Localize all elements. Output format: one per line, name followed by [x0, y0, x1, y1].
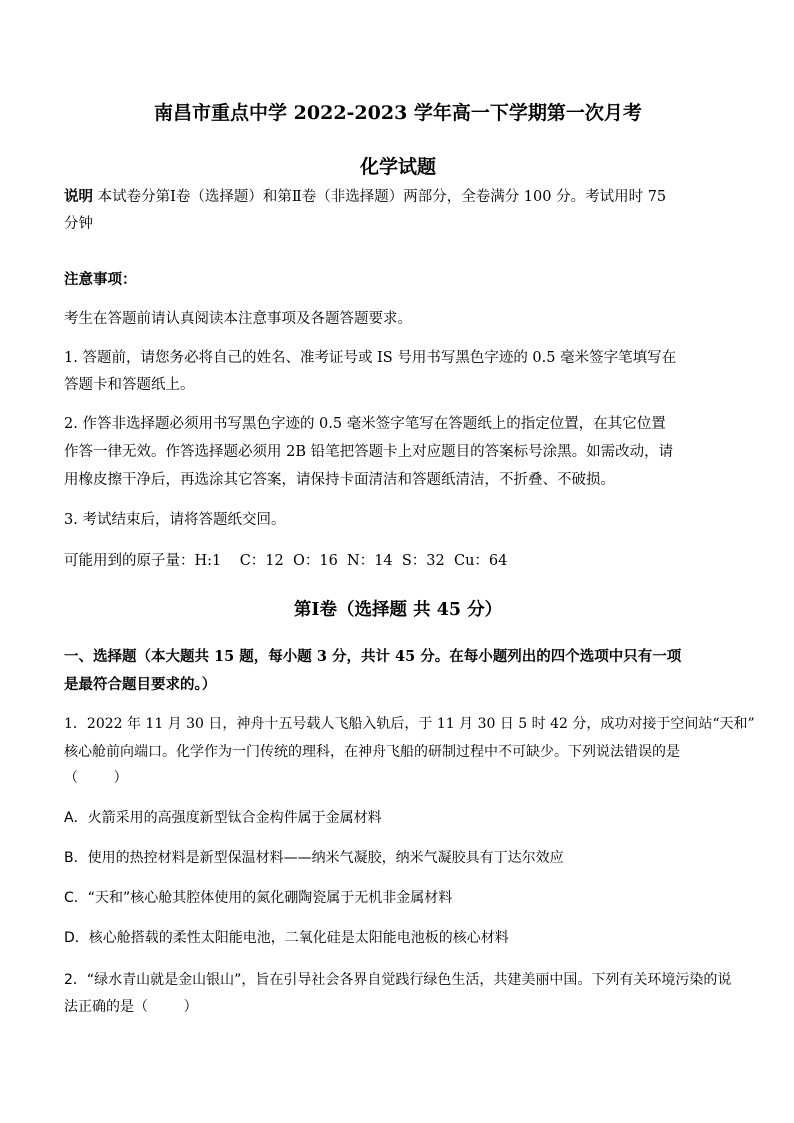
question-1-stem: 1．2022 年 11 月 30 日，神舟十五号载人飞船入轨后，于 11 月 30 日 5 时 42 分，成功对接于空间站“天和” — [64, 716, 755, 732]
note-text-line2: 分钟 — [64, 216, 93, 232]
attention-item-1: 1. 答题前，请您务必将自己的姓名、准考证号或 IS 号用书写黑色字迹的 0.5 毫米签字笔填写在 — [64, 350, 677, 366]
question-2-stem: 2．“绿水青山就是金山银山”，旨在引导社会各界自觉践行绿色生活，共建美丽中国。下列有关环境污染的说 — [64, 972, 732, 988]
attention-item-2: 2. 作答非选择题必须用书写黑色字迹的 0.5 毫米签字笔写在答题纸上的指定位置，在其它位置 — [64, 416, 666, 432]
part-heading-cont: 是最符合题目要求的。） — [64, 676, 217, 693]
attention-item-2-cont2: 用橡皮擦干净后，再选涂其它答案，请保持卡面清洁和答题纸清洁，不折叠、不破损。 — [64, 472, 615, 488]
note-text: 本试卷分第Ⅰ卷（选择题）和第Ⅱ卷（非选择题）两部分，全卷满分 100 分。考试用时 75 — [97, 189, 667, 205]
question-1-option-d: D．核心舱搭载的柔性太阳能电池，二氧化硅是太阳能电池板的核心材料 — [64, 930, 509, 946]
attention-item-3: 3. 考试结束后，请将答题纸交回。 — [64, 512, 286, 528]
question-1-stem-cont: 核心舱前向端口。化学作为一门传统的理科，在神舟飞船的研制过程中不可缺少。下列说法错误的是 — [64, 744, 680, 760]
question-2-stem-cont: 法正确的是（ ） — [64, 999, 198, 1015]
question-1-option-b: B．使用的热控材料是新型保温材料——纳米气凝胶，纳米气凝胶具有丁达尔效应 — [64, 850, 564, 866]
attention-item-2-cont: 作答一律无效。作答选择题必须用 2B 铅笔把答题卡上对应题目的答案标号涂黑。如需改动，请 — [64, 444, 674, 460]
exam-subtitle: 化学试题 — [359, 156, 436, 178]
question-1-option-c: C．“天和”核心舱其腔体使用的氮化硼陶瓷属于无机非金属材料 — [64, 890, 453, 906]
exam-title: 南昌市重点中学 2022-2023 学年高一下学期第一次月考 — [154, 102, 642, 124]
attention-item-1-cont: 答题卡和答题纸上。 — [64, 377, 195, 393]
section-heading: 第Ⅰ卷（选择题 共 45 分） — [293, 600, 503, 620]
attention-intro: 考生在答题前请认真阅读本注意事项及各题答题要求。 — [64, 311, 412, 327]
question-1-blank: （ ） — [64, 770, 128, 786]
atomic-masses: 可能用到的原子量：H:1 C：12 O：16 N：14 S：32 Cu：64 — [64, 553, 508, 569]
attention-heading: 注意事项： — [64, 271, 137, 288]
question-1-option-a: A．火箭采用的高强度新型钛合金构件属于金属材料 — [64, 810, 382, 826]
part-heading: 一、选择题（本大题共 15 题，每小题 3 分，共计 45 分。在每小题列出的四个选项中只有一项 — [64, 648, 682, 665]
note-label: 说明 — [64, 188, 93, 205]
note-paragraph — [64, 183, 732, 211]
